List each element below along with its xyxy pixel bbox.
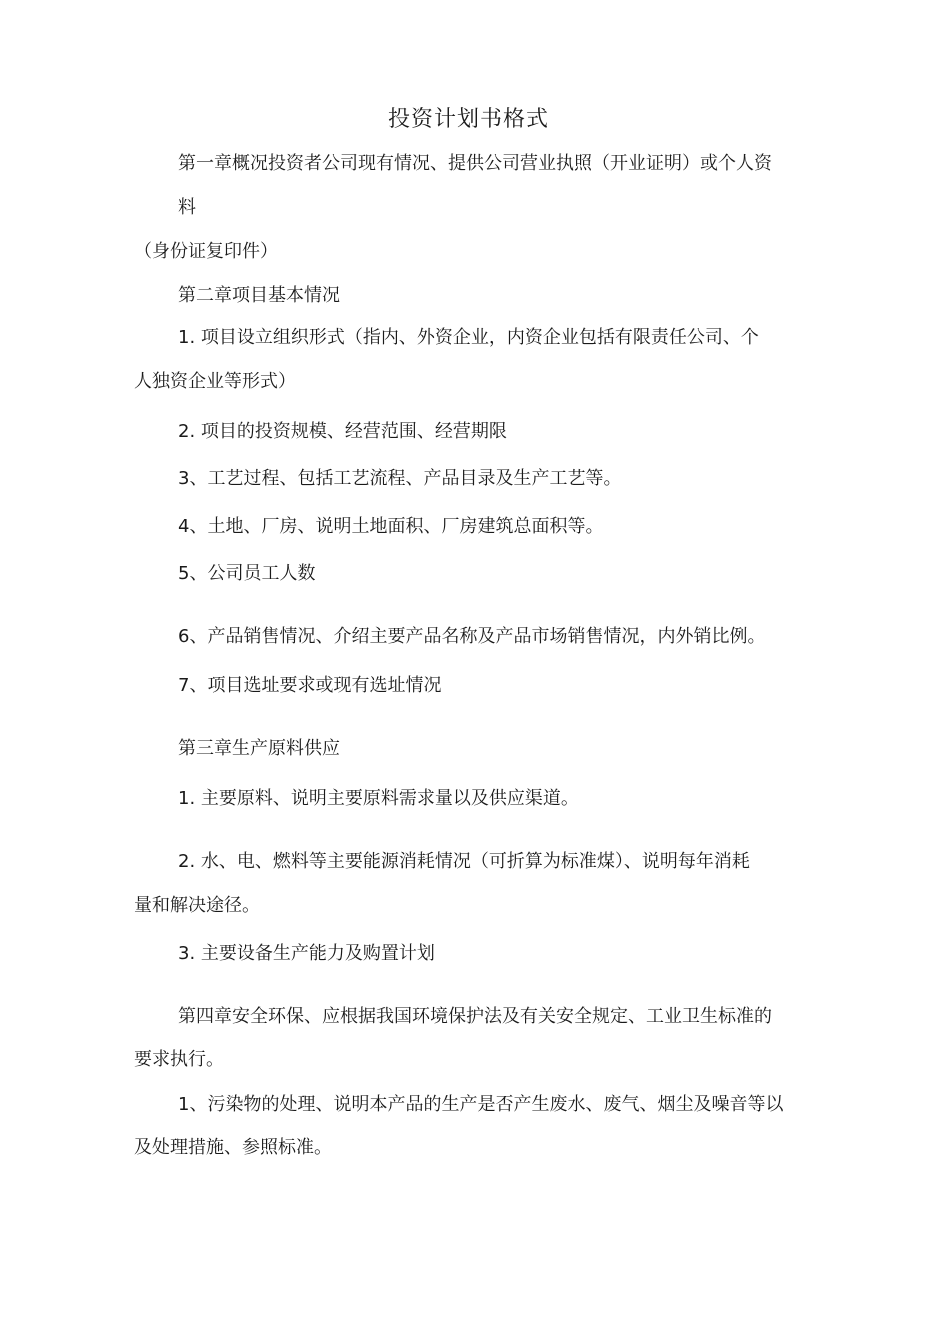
chapter-2-item-6: 6、产品销售情况、介绍主要产品名称及产品市场销售情况，内外销比例。 [178, 626, 766, 647]
chapter-4-item-1: 1、污染物的处理、说明本产品的生产是否产生废水、废气、烟尘及噪音等以 [178, 1094, 784, 1115]
chapter-3-item-2: 2. 水、电、燃料等主要能源消耗情况（可折算为标准煤）、说明每年消耗 [178, 851, 750, 872]
chapter-2-item-1-cont: 人独资企业等形式） [134, 371, 296, 392]
chapter-4-item-1-cont: 及处理措施、参照标准。 [134, 1137, 332, 1158]
chapter-1-heading: 第一章概况投资者公司现有情况、提供公司营业执照（开业证明）或个人资 [178, 153, 772, 174]
chapter-3-heading: 第三章生产原料供应 [178, 738, 340, 759]
chapter-2-item-4: 4、土地、厂房、说明土地面积、厂房建筑总面积等。 [178, 516, 604, 537]
document-title: 投资计划书格式 [388, 107, 550, 132]
chapter-3-item-2-cont: 量和解决途径。 [134, 895, 260, 916]
chapter-2-item-2: 2. 项目的投资规模、经营范围、经营期限 [178, 421, 507, 442]
chapter-1-note: （身份证复印件） [134, 241, 278, 262]
chapter-2-item-1: 1. 项目设立组织形式（指内、外资企业，内资企业包括有限责任公司、个 [178, 327, 759, 348]
chapter-2-item-5: 5、公司员工人数 [178, 563, 316, 584]
chapter-4-heading-cont: 要求执行。 [134, 1049, 224, 1070]
chapter-3-item-3: 3. 主要设备生产能力及购置计划 [178, 943, 435, 964]
chapter-2-heading: 第二章项目基本情况 [178, 285, 340, 306]
chapter-4-heading: 第四章安全环保、应根据我国环境保护法及有关安全规定、工业卫生标准的 [178, 1006, 772, 1027]
chapter-2-item-3: 3、工艺过程、包括工艺流程、产品目录及生产工艺等。 [178, 468, 622, 489]
chapter-2-item-7: 7、项目选址要求或现有选址情况 [178, 675, 442, 696]
chapter-3-item-1: 1. 主要原料、说明主要原料需求量以及供应渠道。 [178, 788, 579, 809]
chapter-1-heading-cont: 料 [178, 197, 196, 218]
